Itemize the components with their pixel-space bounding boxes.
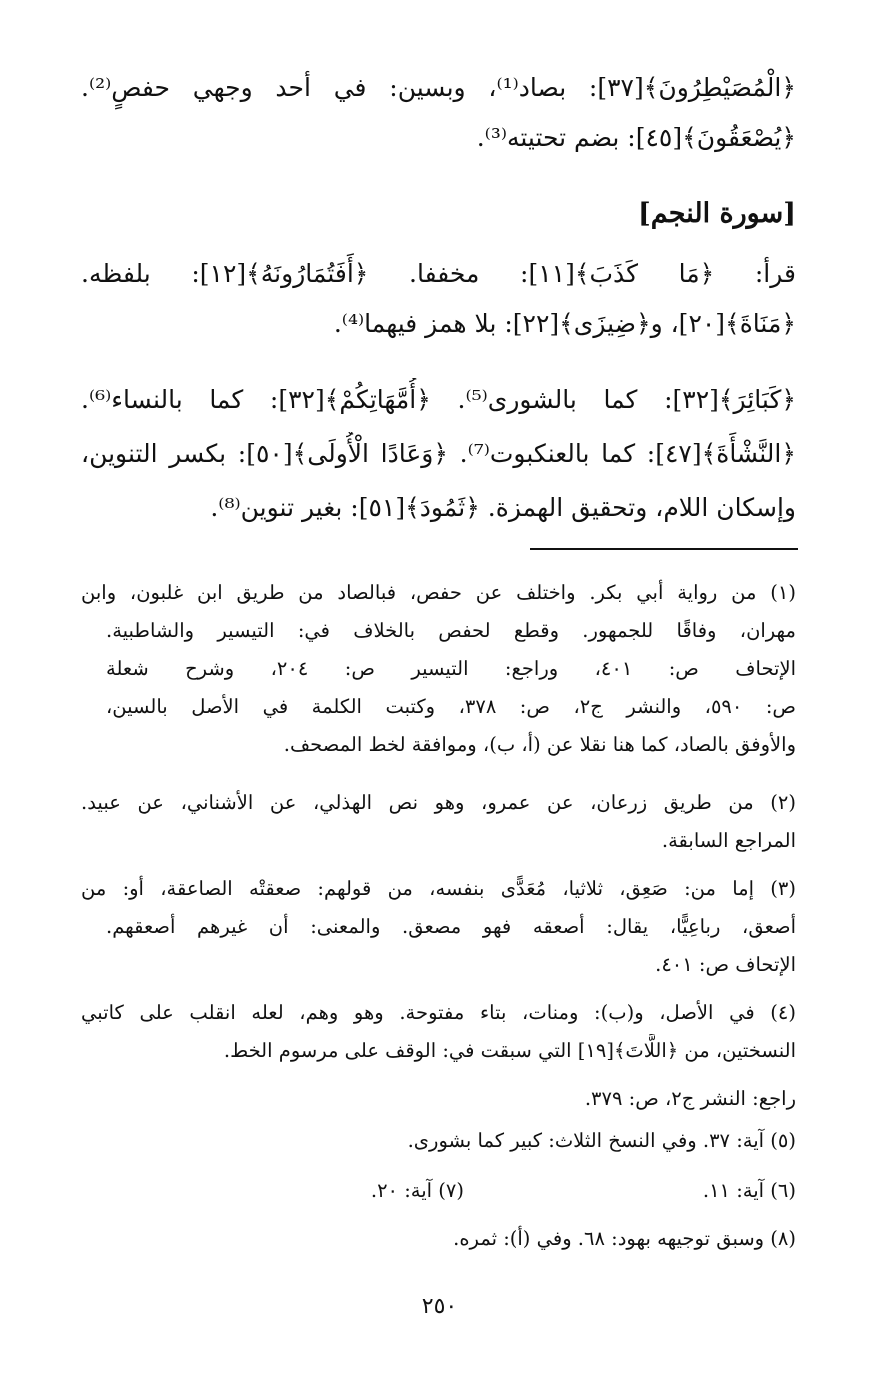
- footnote-3-line-3: الإتحاف ص: ٤٠١.: [655, 953, 796, 976]
- footnote-1-line-2: مهران، وفاقًا للجمهور. وقطع لحفص بالخلاف في: التيسير والشاطبية.: [106, 619, 796, 642]
- text-line-7: وإسكان اللام، وتحقيق الهمزة. ﴿ثَمُودَ﴾[٥١]: بغير تنوين⁽⁸⁾.: [210, 493, 796, 522]
- page-number: ٢٥٠: [421, 1294, 458, 1319]
- footnote-2-line-1: (٢) من طريق زرعان، عن عمرو، وهو نص الهذلي، عن الأشناني، عن عبيد.: [81, 791, 796, 814]
- footnote-3-line-1: (٣) إما من: صَعِق، ثلاثيا، مُعَدًّى بنفسه، من قولهم: صعقتْه الصاعقة، أو: من: [81, 877, 796, 900]
- text-line-4: ﴿مَنَاةَ﴾[٢٠]، و﴿ضِيزَى﴾[٢٢]: بلا همز فيهما⁽⁴⁾.: [333, 309, 796, 338]
- footnote-2-line-2: المراجع السابقة.: [661, 829, 796, 852]
- text-line-5: ﴿كَبَائِرَ﴾[٣٢]: كما بالشورى⁽⁵⁾. ﴿أُمَّهَاتِكُمْ﴾[٣٢]: كما بالنساء⁽⁶⁾.: [81, 385, 796, 414]
- surah-heading: [سورة النجم]: [638, 198, 796, 229]
- footnote-1-line-4: ص: ٥٩٠، والنشر ج٢، ص: ٣٧٨، وكتبت الكلمة في الأصل بالسين،: [106, 695, 796, 718]
- footnote-6: (٦) آية: ١١.: [702, 1179, 796, 1202]
- footnote-divider: [530, 548, 798, 550]
- footnote-5: (٥) آية: ٣٧. وفي النسخ الثلاث: كبير كما بشورى.: [407, 1129, 796, 1152]
- text-line-3: قرأ: ﴿مَا كَذَبَ﴾[١١]: مخففا. ﴿أَفَتُمَارُونَهُ﴾[١٢]: بلفظه.: [81, 259, 796, 288]
- text-line-6: ﴿النَّشْأَةَ﴾[٤٧]: كما بالعنكبوت⁽⁷⁾. ﴿وَعَادًا الْأُولَى﴾[٥٠]: بكسر التنوين،: [81, 439, 796, 468]
- footnote-4-line-1: (٤) في الأصل، و(ب): ومنات، بتاء مفتوحة. وهو وهم، لعله انقلب على كاتبي: [81, 1001, 796, 1024]
- footnote-4-line-3: راجع: النشر ج٢، ص: ٣٧٩.: [584, 1087, 796, 1110]
- footnote-8: (٨) وسبق توجيهه بهود: ٦٨. وفي (أ): ثمره.: [453, 1227, 796, 1250]
- footnote-4-line-2: النسختين، من ﴿اللَّاتَ﴾[١٩] التي سبقت في: الوقف على مرسوم الخط.: [223, 1039, 796, 1062]
- text-line-1: ﴿الْمُصَيْطِرُونَ﴾[٣٧]: بصاد⁽¹⁾، وبسين: في أحد وجهي حفصٍ⁽²⁾.: [81, 73, 796, 102]
- footnote-1-line-1: (١) من رواية أبي بكر. واختلف عن حفص، فبالصاد من طريق ابن غلبون، وابن: [81, 581, 796, 604]
- footnote-7: (٧) آية: ٢٠.: [370, 1179, 464, 1202]
- footnote-3-line-2: أصعق، رباعِيًّا، يقال: أصعقه فهو مصعق. والمعنى: أن غيرهم أصعقهم.: [106, 915, 796, 938]
- footnote-1-line-3: الإتحاف ص: ٤٠١، وراجع: التيسير ص: ٢٠٤، وشرح شعلة: [106, 657, 796, 680]
- text-line-2: ﴿يُصْعَقُونَ﴾[٤٥]: بضم تحتيته⁽³⁾.: [476, 123, 796, 152]
- footnote-1-line-5: والأوفق بالصاد، كما هنا نقلا عن (أ، ب)، وموافقة لخط المصحف.: [283, 733, 796, 756]
